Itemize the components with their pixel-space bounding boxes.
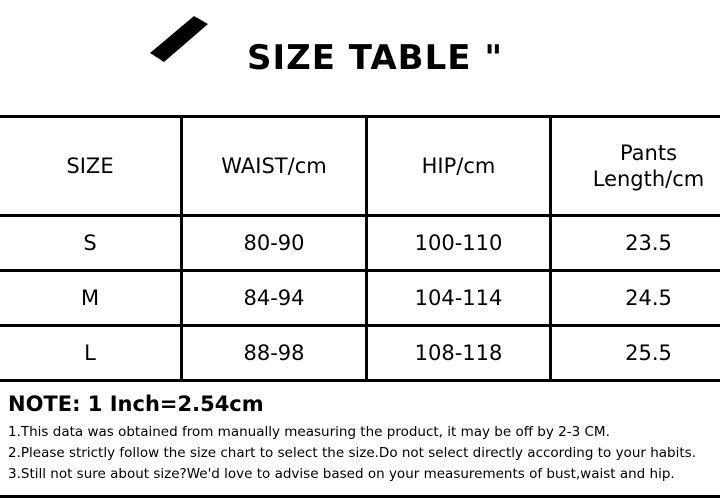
table-row (0, 216, 720, 271)
cell-size: S (0, 216, 182, 271)
cell-hip: 104-114 (367, 271, 551, 326)
column-header-waist: WAIST/cm (182, 118, 367, 216)
note-line-1: 1.This data was obtained from manually measuring the product, it may be off by 2-3 CM. (8, 424, 610, 440)
column-header-pants-length (551, 118, 720, 216)
cell-length: 23.5 (551, 216, 720, 271)
cell-waist: 80-90 (182, 216, 367, 271)
notes-title: NOTE: 1 Inch=2.54cm (8, 392, 264, 416)
cell-hip: 100-110 (367, 216, 551, 271)
table-header-row (0, 118, 720, 216)
cell-waist: 84-94 (182, 271, 367, 326)
cell-waist: 88-98 (182, 326, 367, 381)
column-header-hip: HIP/cm (367, 118, 551, 216)
note-line-3: 3.Still not sure about size?We'd love to advise based on your measurements of bust,waist and hip. (8, 465, 675, 482)
column-header-pants-length-line2: Length/cm (592, 167, 705, 191)
cell-length: 25.5 (551, 326, 720, 381)
cell-hip: 108-118 (367, 326, 551, 381)
notes-section (0, 382, 720, 485)
page-title: SIZE TABLE " (246, 38, 504, 78)
cell-size: L (0, 326, 182, 381)
table-row (0, 271, 720, 326)
note-line-2: 2.Please strictly follow the size chart to select the size.Do not select directly according to your habits. (8, 444, 696, 461)
column-header-pants-length-line1: Pants (619, 140, 678, 165)
table-row (0, 326, 720, 381)
column-header-size: SIZE (0, 118, 182, 216)
chart-header (0, 0, 720, 118)
cell-size: M (0, 271, 182, 326)
cell-length: 24.5 (551, 271, 720, 326)
size-table (0, 118, 720, 382)
